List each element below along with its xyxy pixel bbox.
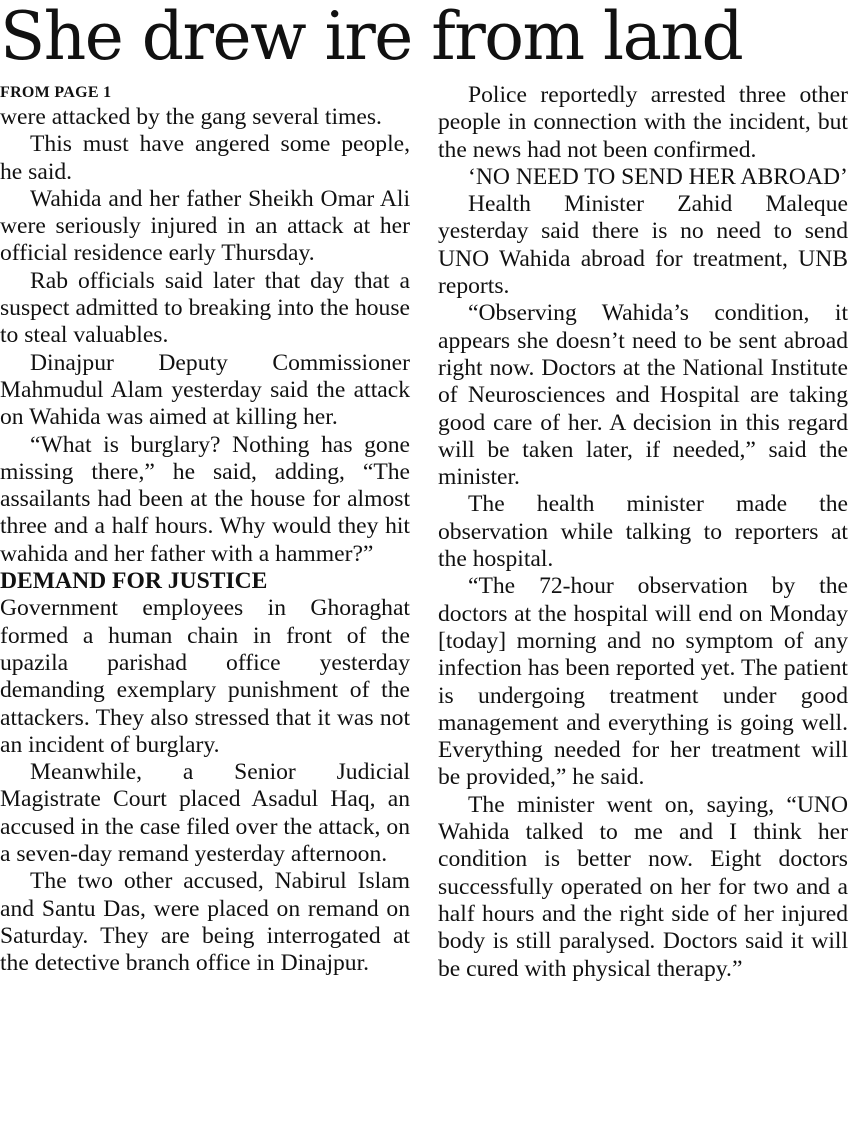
article-paragraph: The two other accused, Nabirul Islam and Santu Das, were placed on remand on Saturday. They are being interrogated at the detective branch office in Dinajpur. — [0, 868, 410, 977]
section-subhead: DEMAND FOR JUSTICE — [0, 568, 268, 595]
article-paragraph: were attacked by the gang several times. — [0, 104, 382, 130]
article-paragraph: Health Minister Zahid Maleque yesterday said there is no need to send UNO Wahida abroad for treatment, UNB reports. — [438, 191, 848, 300]
right-column-body — [438, 82, 848, 983]
article-paragraph: Dinajpur Deputy Commissioner Mahmudul Alam yesterday said the attack on Wahida was aimed at killing her. — [0, 349, 410, 431]
article-paragraph: Government employees in Ghoraghat formed a human chain in front of the upazila parishad office yesterday demanding exemplary punishment of the attackers. They also stressed that it was not an incident of burglary. — [0, 595, 410, 758]
article-paragraph: Wahida and her father Sheikh Omar Ali were seriously injured in an attack at her official residence early Thursday. — [0, 185, 410, 267]
article-paragraph: The health minister made the observation while talking to reporters at the hospital. — [438, 491, 848, 573]
left-column — [0, 82, 410, 978]
article-paragraph: Meanwhile, a Senior Judicial Magistrate Court placed Asadul Haq, an accused in the case filed over the attack, on a seven-day remand yesterday afternoon. — [0, 759, 410, 868]
headline: She drew ire from land — [0, 0, 743, 75]
article-paragraph: “The 72-hour observation by the doctors at the hospital will end on Monday [today] morning and no symptom of any infection has been reported yet. The patient is undergoing treatment under good management and everything is going well. Everything needed for her treatment will be provided,” he said. — [438, 573, 848, 791]
article-paragraph: Police reportedly arrested three other people in connection with the incident, but the news had not been confirmed. — [438, 82, 848, 163]
article-paragraph: “Observing Wahida’s condition, it appears she doesn’t need to be sent abroad right now. Doctors at the National Institute of Neurosciences and Hospital are taking good care of her. A decision in this regard will be taken later, if needed,” said the minister. — [438, 300, 848, 491]
article-paragraph: “What is burglary? Nothing has gone missing there,” he said, adding, “The assailants had been at the house for almost three and a half hours. Why would they hit wahida and her father with a hammer?” — [0, 431, 410, 567]
article-paragraph: The minister went on, saying, “UNO Wahida talked to me and I think her condition is better now. Eight doctors successfully operated on her for two and a half hours and the right side of her injured body is still paralysed. Doctors said it will be cured with physical therapy.” — [438, 791, 848, 982]
article-paragraph: Rab officials said later that day that a suspect admitted to breaking into the house to steal valuables. — [0, 267, 410, 349]
kicker: FROM PAGE 1 — [0, 84, 112, 101]
article-paragraph: This must have angered some people, he said. — [0, 131, 410, 185]
left-column-body — [0, 104, 410, 978]
article-paragraph: ‘NO NEED TO SEND HER ABROAD’ — [468, 163, 848, 190]
right-column — [438, 82, 848, 983]
